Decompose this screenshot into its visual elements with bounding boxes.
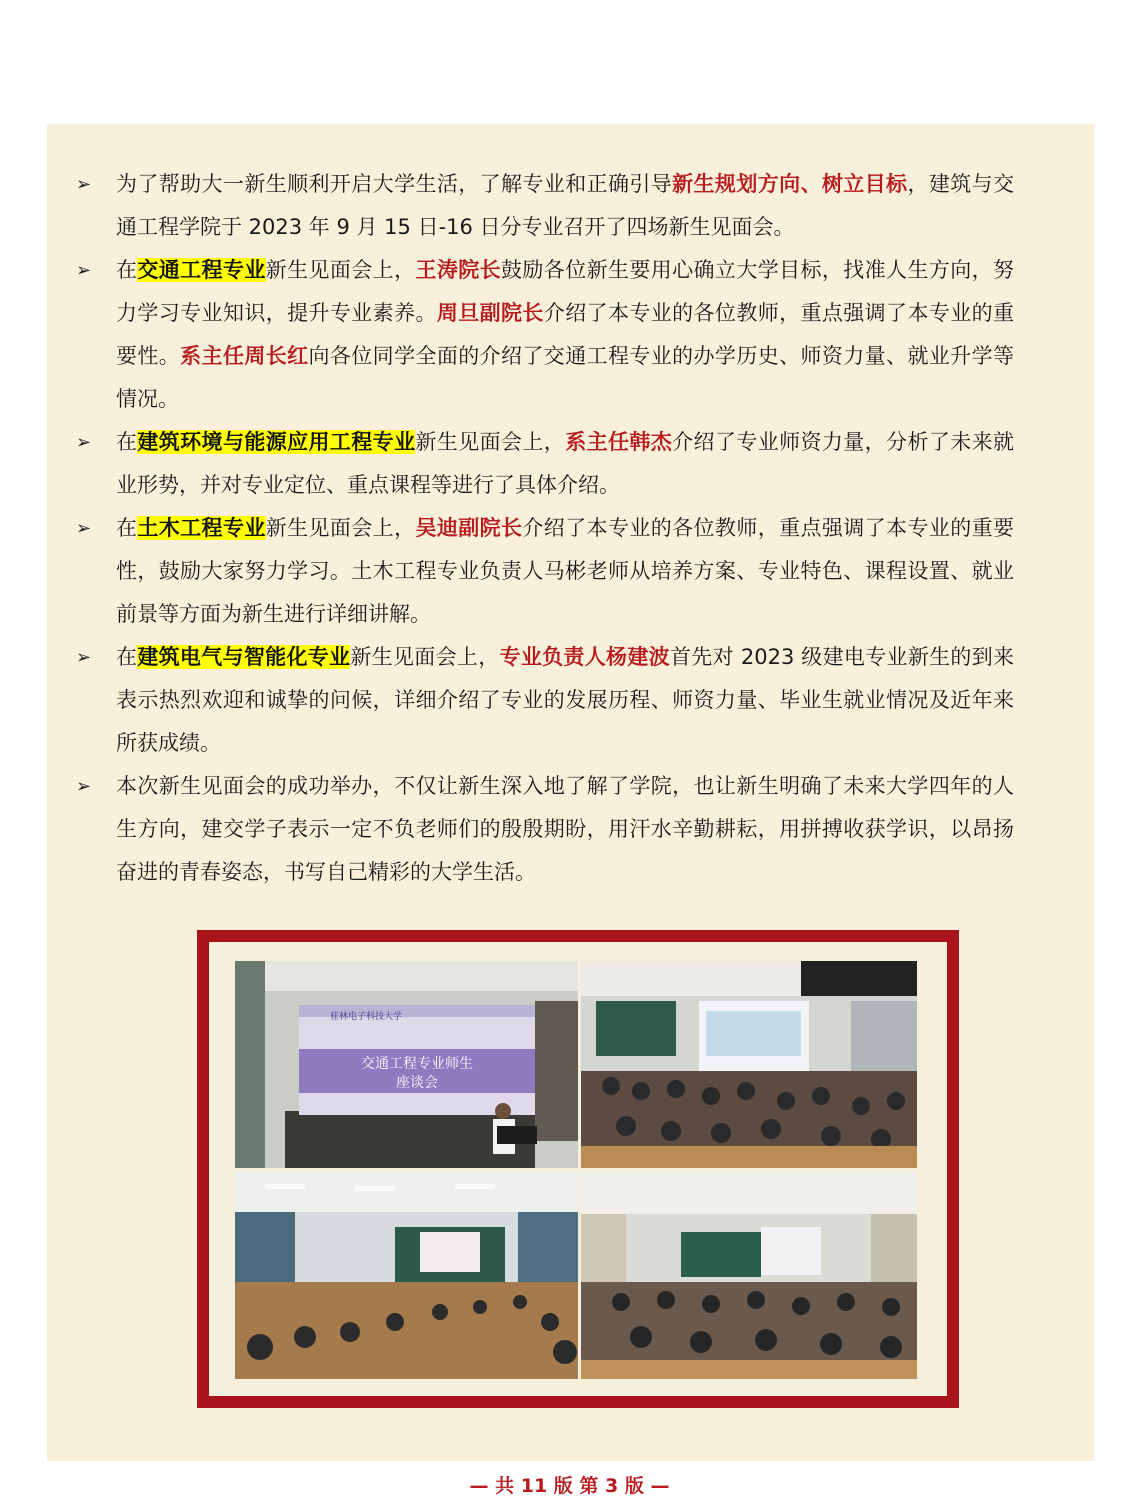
body-text: 向各位同学全面的介绍了交通工程专业的办学历史、师资力量、就业升学等情况。 — [116, 344, 1015, 411]
body-text: 为了帮助大一新生顺利开启大学生活，了解专业和正确引导 — [116, 172, 673, 196]
slide-school-name: 桂林电子科技大学 — [330, 1012, 403, 1022]
bullet-arrow-icon: ➢ — [76, 432, 92, 453]
body-text: 新生见面会上， — [265, 516, 416, 540]
body-text: 本次新生见面会的成功举办，不仅让新生深入地了解了学院，也让新生明确了未来大学四年的人生方向，建交学子表示一定不负老师们的殷殷期盼，用汗水辛勤耕耘，用拼搏收获学识，以昂扬奋进的青春姿态，书写自己精彩的大学生活。 — [116, 774, 1014, 884]
photo-lecture-hall-3 — [581, 1172, 917, 1379]
emphasis-text: 系主任周长红 — [180, 344, 309, 368]
bullet-arrow-icon: ➢ — [76, 260, 92, 281]
body-text: 新生见面会上， — [415, 430, 566, 454]
paragraph — [70, 163, 1014, 249]
body-text: 在 — [116, 516, 138, 540]
bullet-arrow-icon: ➢ — [76, 647, 92, 668]
slide-title-line2: 座谈会 — [396, 1075, 438, 1091]
bullet-arrow-icon: ➢ — [76, 174, 92, 195]
highlighted-major: 建筑电气与智能化专业 — [137, 645, 351, 669]
body-text: 介绍了本专业的各位教师，重点强调了本专业的重要性，鼓励大家努力学习。土木工程专业负责人马彬老师从培养方案、专业特色、课程设置、就业前景等方面为新生进行详细讲解。 — [116, 516, 1015, 626]
photo-frame — [197, 930, 959, 1408]
paragraph — [70, 765, 1014, 894]
body-text: 新生见面会上， — [350, 645, 500, 669]
slide-title-line1: 交通工程专业师生 — [361, 1056, 473, 1072]
page-footer: — 共 11 版 第 3 版 — — [469, 1475, 670, 1497]
body-text: 新生见面会上， — [265, 258, 416, 282]
emphasis-text: 系主任韩杰 — [565, 430, 673, 454]
photo-slide-classroom — [235, 961, 578, 1168]
bullet-arrow-icon: ➢ — [76, 518, 92, 539]
body-text: 在 — [116, 258, 138, 282]
bullet-arrow-icon: ➢ — [76, 776, 92, 797]
highlighted-major: 土木工程专业 — [137, 516, 266, 540]
photo-lecture-hall-1 — [581, 961, 917, 1168]
body-text: 介绍了专业师资力量，分析了未来就业形势，并对专业定位、重点课程等进行了具体介绍。 — [116, 430, 1015, 497]
highlighted-major: 建筑环境与能源应用工程专业 — [137, 430, 416, 454]
paragraph — [70, 507, 1014, 636]
photo-lecture-hall-2 — [235, 1172, 578, 1379]
body-text: ，建筑与交通工程学院于 2023 年 9 月 15 日-16 日分专业召开了四场新生见面会。 — [116, 172, 1015, 239]
emphasis-text: 专业负责人杨建波 — [499, 645, 670, 669]
body-text: 在 — [116, 430, 138, 454]
paragraph — [70, 636, 1014, 765]
body-text: 介绍了本专业的各位教师，重点强调了本专业的重要性。 — [116, 301, 1015, 368]
body-text: 鼓励各位新生要用心确立大学目标，找准人生方向，努力学习专业知识，提升专业素养。 — [116, 258, 1015, 325]
body-text: 首先对 2023 级建电专业新生的到来表示热烈欢迎和诚挚的问候，详细介绍了专业的发展历程、师资力量、毕业生就业情况及近年来所获成绩。 — [116, 645, 1015, 755]
emphasis-text: 王涛院长 — [415, 258, 502, 282]
photo-collage — [209, 942, 947, 1396]
paragraph — [70, 421, 1014, 507]
emphasis-text: 新生规划方向、树立目标 — [672, 172, 908, 196]
emphasis-text: 周旦副院长 — [436, 301, 544, 325]
highlighted-major: 交通工程专业 — [137, 258, 266, 282]
emphasis-text: 吴迪副院长 — [415, 516, 523, 540]
paragraph — [70, 249, 1014, 421]
body-text: 在 — [116, 645, 138, 669]
